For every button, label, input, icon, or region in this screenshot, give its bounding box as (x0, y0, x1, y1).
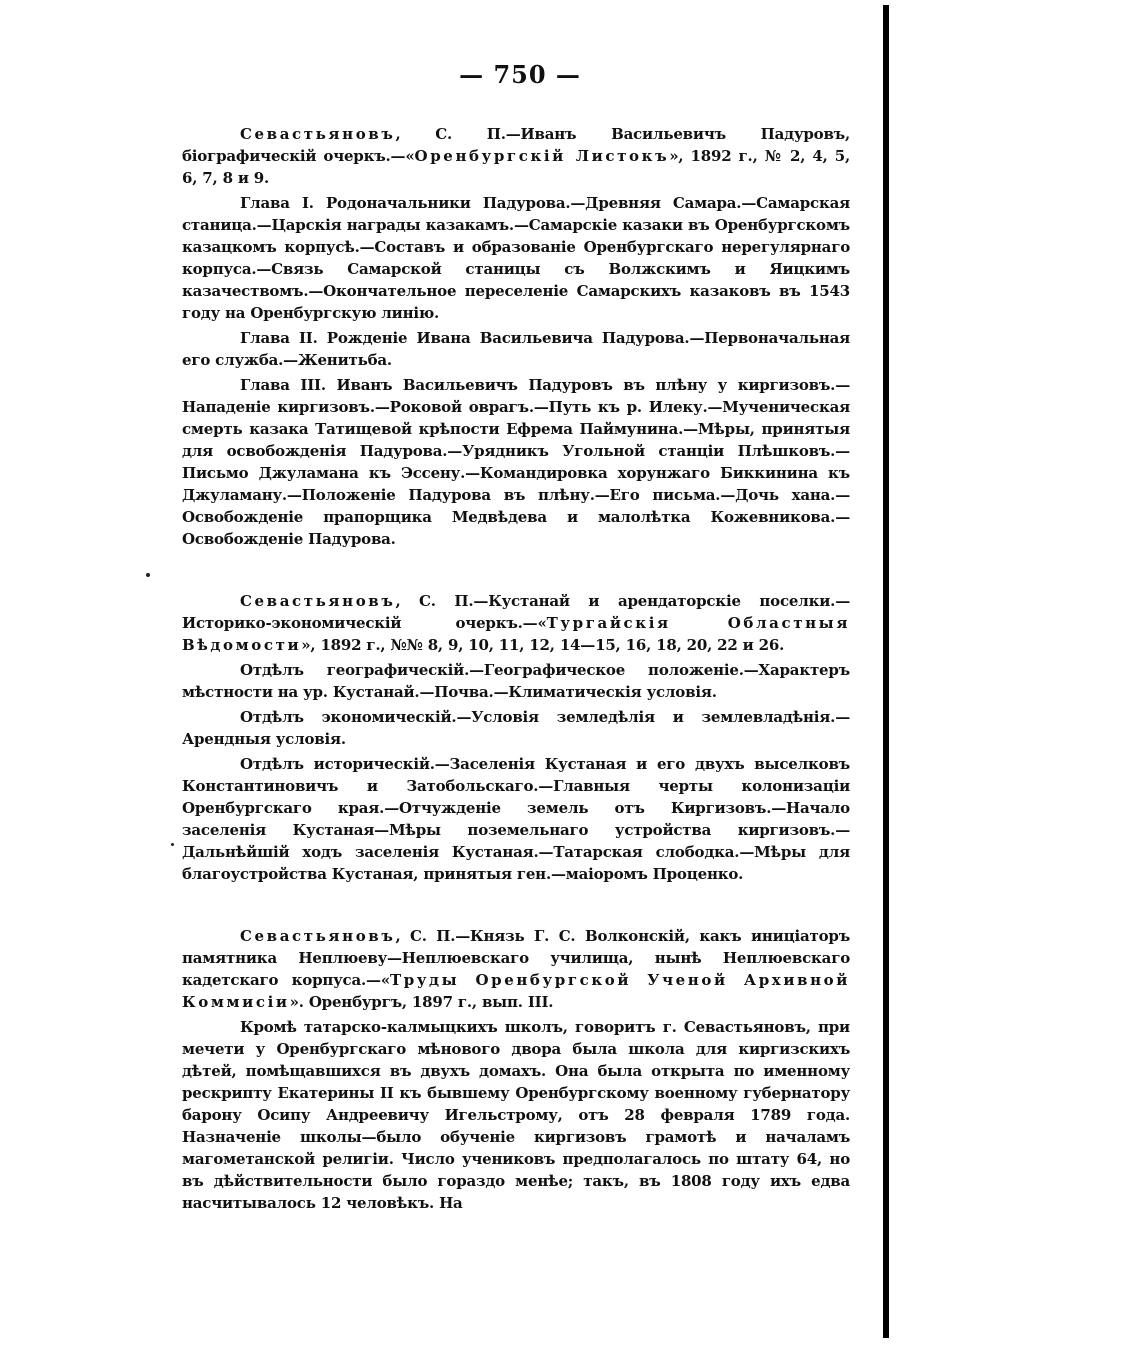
margin-speck (146, 573, 150, 577)
entry-paragraph: Отдѣлъ историческій.—Заселенія Кустаная и его двухъ выселковъ Константиновичъ и Затобольскаго.—Главныя черты колонизаціи Оренбургскаго края.—Отчужденіе земель отъ Киргизовъ.—Начало заселенія Кустаная—Мѣры поземельнаго устройства киргизовъ.—Дальнѣйшій ходъ заселенія Кустаная.—Татарская слободка.—Мѣры для благоустройства Кустаная, принятыя ген.—маіоромъ Проценко. (182, 755, 850, 883)
entry-journal: Труды Оренбургской Ученой Архивной Коммисіи (182, 971, 850, 1011)
entry-paragraph: Глава II. Рожденіе Ивана Васильевича Падурова.—Первоначальная его служба.—Женитьба. (182, 329, 850, 369)
bibliography-entry (182, 123, 850, 550)
entry-heading-end: », 1892 г., №№ 8, 9, 10, 11, 12, 14—15, 16, 18, 20, 22 и 26. (301, 636, 785, 654)
margin-speck (171, 843, 174, 846)
entry-paragraph: Кромѣ татарско-калмыцкихъ школъ, говоритъ г. Севастьяновъ, при мечети у Оренбургскаго мѣнового двора была школа для киргизскихъ дѣтей, помѣщавшихся въ двухъ домахъ. Она была открыта по именному рескрипту Екатерины II къ бывшему Оренбургскому военному губернатору барону Осипу Андреевичу Игельстрому, отъ 28 февраля 1789 года. Назначеніе школы—было обученіе киргизовъ грамотѣ и началамъ магометанской религіи. Число учениковъ предполагалось по штату 64, но въ дѣйствительности было гораздо менѣе; такъ, въ 1808 году ихъ едва насчитывалось 12 человѣкъ. На (182, 1018, 850, 1212)
entry-paragraph: Отдѣлъ экономическій.—Условія земледѣлія и землевладѣнія.—Арендныя условія. (182, 708, 850, 748)
entry-heading-text: , С. П.—Князь Г. С. Волконскій, какъ иниціаторъ памятника Неплюеву—Неплюевскаго училища, нынѣ Неплюевскаго кадетскаго корпуса.—« (182, 927, 850, 989)
entry-heading (182, 123, 850, 189)
page-number: — 750 — (459, 60, 581, 89)
entry-heading-text: , С. П.—Иванъ Васильевичъ Падуровъ, біографическій очеркъ.—« (182, 125, 850, 165)
entry-paragraph: Глава III. Иванъ Васильевичъ Падуровъ въ плѣну у киргизовъ.—Нападеніе киргизовъ.—Роковой оврагъ.—Путь къ р. Илеку.—Мученическая смерть казака Татищевой крѣпости Ефрема Паймунина.—Мѣры, принятыя для освобожденія Падурова.—Урядникъ Угольной станціи Плѣшковъ.—Письмо Джуламана къ Эссену.—Командировка хорунжаго Биккинина къ Джуламану.—Положеніе Падурова въ плѣну.—Его письма.—Дочь хана.—Освобожденіе прапорщика Медвѣдева и малолѣтка Кожевникова.—Освобожденіе Падурова. (182, 376, 850, 548)
bibliography-entry (182, 925, 850, 1214)
entry-author: Севастьяновъ (240, 125, 396, 143)
entry-heading (182, 925, 850, 1013)
entry-heading-end: ». Оренбургъ, 1897 г., вып. III. (289, 993, 554, 1011)
entry-journal: Тургайскія Областныя Вѣдомости (182, 614, 850, 654)
bibliography-content (182, 123, 850, 1254)
entry-paragraph: Отдѣлъ географическій.—Географическое положеніе.—Характеръ мѣстности на ур. Кустанай.—Почва.—Климатическія условія. (182, 661, 850, 701)
entry-author: Севастьяновъ (240, 927, 396, 945)
entry-heading (182, 590, 850, 656)
entry-paragraph: Глава I. Родоначальники Падурова.—Древняя Самара.—Самарская станица.—Царскія награды казакамъ.—Самарскіе казаки въ Оренбургскомъ казацкомъ корпусѣ.—Составъ и образованіе Оренбургскаго нерегулярнаго корпуса.—Связь Самарской станицы съ Волжскимъ и Яицкимъ казачествомъ.—Окончательное переселеніе Самарскихъ казаковъ въ 1543 году на Оренбургскую линію. (182, 194, 850, 322)
entry-heading-end: », 1892 г., № 2, 4, 5, 6, 7, 8 и 9. (182, 147, 851, 187)
entry-author: Севастьяновъ (240, 592, 396, 610)
entry-journal: Оренбургскій Листокъ (414, 147, 670, 165)
vertical-rule (883, 5, 889, 1338)
bibliography-entry (182, 590, 850, 885)
entry-heading-text: , С. П.—Кустанай и арендаторскіе поселки.—Историко-экономическій очеркъ.—« (182, 592, 850, 632)
